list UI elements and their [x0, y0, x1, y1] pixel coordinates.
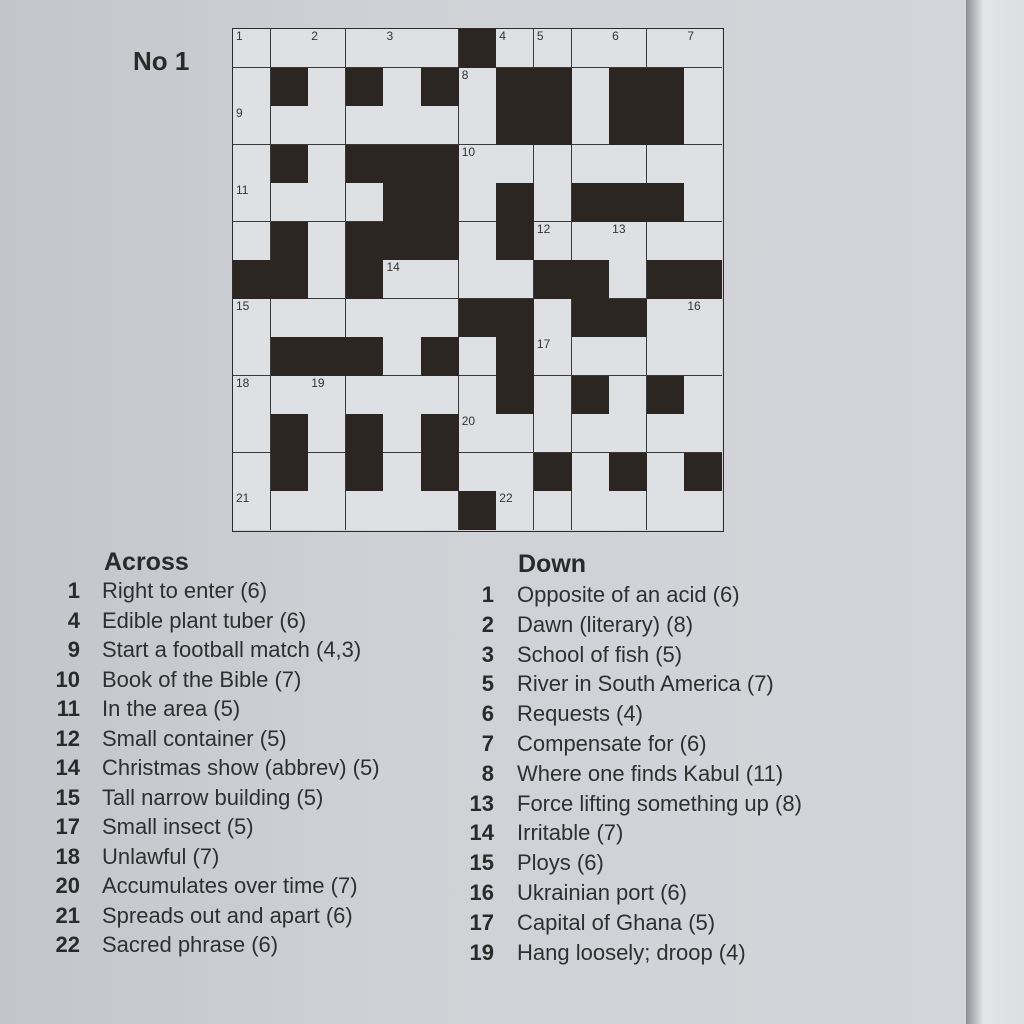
- clue-text: Start a football match (4,3): [102, 637, 362, 662]
- grid-block: [346, 453, 384, 492]
- grid-cell[interactable]: [383, 29, 421, 68]
- grid-cell[interactable]: [534, 145, 572, 184]
- cell-number: 8: [461, 67, 469, 82]
- grid-block: [459, 491, 497, 530]
- grid-cell[interactable]: [308, 145, 346, 184]
- grid-cell[interactable]: [383, 106, 421, 145]
- grid-block: [346, 222, 384, 261]
- grid-block: [647, 68, 685, 107]
- grid-cell[interactable]: [572, 29, 610, 68]
- grid-cell[interactable]: [534, 29, 572, 68]
- clue-number: 1: [481, 582, 494, 607]
- grid-block: [346, 260, 384, 299]
- grid-cell[interactable]: [534, 183, 572, 222]
- grid-block: [647, 183, 685, 222]
- grid-cell[interactable]: [233, 376, 271, 415]
- clue-number: 5: [481, 671, 494, 697]
- grid-block: [647, 260, 685, 299]
- clue-number: 15: [469, 850, 494, 876]
- grid-cell[interactable]: [496, 453, 534, 492]
- grid-cell[interactable]: [647, 299, 685, 338]
- grid-cell[interactable]: [572, 491, 610, 530]
- clue-number: 6: [481, 701, 494, 727]
- clue-number: 19: [469, 939, 494, 965]
- grid-cell[interactable]: [383, 68, 421, 107]
- cell-number: 13: [612, 221, 626, 236]
- cell-number: 11: [236, 183, 249, 198]
- grid-block: [421, 68, 459, 107]
- grid-block: [496, 376, 534, 415]
- grid-block: [346, 145, 384, 184]
- grid-cell[interactable]: [534, 491, 572, 530]
- clue-text: Where one finds Kabul (11): [517, 760, 784, 786]
- grid-cell[interactable]: [233, 183, 271, 222]
- grid-block: [647, 106, 685, 145]
- grid-block: [609, 68, 647, 107]
- grid-cell[interactable]: [459, 183, 497, 222]
- grid-cell[interactable]: [534, 337, 572, 376]
- grid-cell[interactable]: [459, 68, 497, 107]
- grid-block: [233, 260, 271, 299]
- grid-block: [308, 337, 346, 376]
- grid-cell[interactable]: [609, 491, 647, 530]
- grid-cell[interactable]: [383, 491, 421, 530]
- clue-number: 21: [55, 902, 80, 928]
- grid-block: [421, 183, 459, 222]
- grid-cell[interactable]: [459, 145, 497, 184]
- grid-cell[interactable]: [496, 29, 534, 68]
- clue-text: Right to enter (6): [102, 578, 268, 603]
- grid-cell[interactable]: [534, 299, 572, 338]
- clue-text: Edible plant tuber (6): [102, 607, 307, 633]
- clue-number: 9: [67, 637, 80, 662]
- cell-number: 20: [461, 414, 476, 429]
- cell-number: 5: [536, 29, 544, 43]
- clue-number: 3: [481, 641, 494, 667]
- grid-block: [496, 106, 534, 145]
- grid-block: [684, 453, 722, 492]
- grid-cell[interactable]: [572, 222, 610, 261]
- grid-cell[interactable]: [684, 68, 722, 107]
- grid-cell[interactable]: [534, 414, 572, 453]
- clue-number: 18: [55, 843, 80, 869]
- clue-number: 22: [55, 932, 80, 957]
- grid-cell[interactable]: [609, 145, 647, 184]
- grid-cell[interactable]: [233, 29, 271, 68]
- grid-block: [496, 183, 534, 222]
- clue-text: Opposite of an acid (6): [517, 582, 740, 607]
- grid-cell[interactable]: [271, 29, 309, 68]
- cell-number: 10: [461, 144, 476, 159]
- grid-cell[interactable]: [421, 491, 459, 530]
- grid-cell[interactable]: [308, 106, 346, 145]
- grid-block: [271, 222, 309, 261]
- clue-number: 15: [55, 784, 80, 810]
- grid-cell[interactable]: [383, 260, 421, 299]
- clue-number: 8: [481, 760, 494, 786]
- grid-cell[interactable]: [647, 491, 685, 530]
- grid-cell[interactable]: [346, 491, 384, 530]
- grid-cell[interactable]: [534, 376, 572, 415]
- grid-block: [383, 145, 421, 184]
- grid-cell[interactable]: [459, 453, 497, 492]
- grid-block: [383, 222, 421, 261]
- grid-cell[interactable]: [308, 222, 346, 261]
- clue-text: Tall narrow building (5): [102, 784, 324, 810]
- grid-block: [271, 337, 309, 376]
- grid-block: [383, 183, 421, 222]
- grid-cell[interactable]: [684, 299, 722, 338]
- clue-number: 7: [481, 731, 494, 756]
- grid-block: [534, 68, 572, 107]
- grid-block: [271, 453, 309, 492]
- grid-block: [271, 414, 309, 453]
- grid-cell[interactable]: [684, 491, 722, 530]
- grid-block: [572, 299, 610, 338]
- page-edge: [966, 0, 1024, 1024]
- grid-cell[interactable]: [308, 260, 346, 299]
- grid-cell[interactable]: [271, 299, 309, 338]
- grid-cell[interactable]: [459, 260, 497, 299]
- clue-number: 14: [469, 820, 494, 846]
- grid-cell[interactable]: [609, 222, 647, 261]
- clue-number: 16: [469, 880, 494, 905]
- grid-block: [496, 222, 534, 261]
- clue-text: Ploys (6): [517, 850, 604, 876]
- grid-cell[interactable]: [383, 299, 421, 338]
- grid-cell[interactable]: [534, 222, 572, 261]
- grid-cell[interactable]: [647, 222, 685, 261]
- cell-number: 21: [236, 491, 250, 506]
- grid-block: [609, 106, 647, 145]
- grid-block: [534, 260, 572, 299]
- grid-cell[interactable]: [459, 376, 497, 415]
- clue-number: 17: [469, 909, 494, 935]
- grid-cell[interactable]: [421, 29, 459, 68]
- cell-number: 4: [499, 29, 506, 43]
- grid-cell[interactable]: [496, 145, 534, 184]
- grid-block: [271, 145, 309, 184]
- grid-block: [572, 183, 610, 222]
- cell-number: 12: [536, 221, 551, 236]
- grid-cell[interactable]: [346, 106, 384, 145]
- grid-cell[interactable]: [233, 414, 271, 453]
- clue-text: River in South America (7): [517, 671, 774, 697]
- grid-cell[interactable]: [684, 145, 722, 184]
- grid-cell[interactable]: [308, 299, 346, 338]
- grid-block: [609, 453, 647, 492]
- grid-cell[interactable]: [572, 453, 610, 492]
- grid-cell[interactable]: [308, 453, 346, 492]
- grid-cell[interactable]: [459, 337, 497, 376]
- grid-block: [496, 299, 534, 338]
- grid-block: [572, 376, 610, 415]
- grid-cell[interactable]: [609, 337, 647, 376]
- clue-text: Ukrainian port (6): [517, 880, 687, 905]
- grid-cell[interactable]: [647, 414, 685, 453]
- grid-cell[interactable]: [572, 337, 610, 376]
- grid-block: [534, 453, 572, 492]
- grid-cell[interactable]: [684, 414, 722, 453]
- grid-cell[interactable]: [647, 337, 685, 376]
- grid-cell[interactable]: [572, 106, 610, 145]
- grid-cell[interactable]: [684, 337, 722, 376]
- grid-cell[interactable]: [459, 222, 497, 261]
- grid-block: [346, 414, 384, 453]
- cell-number: 3: [386, 29, 394, 43]
- clue-number: 11: [56, 696, 80, 721]
- grid-cell[interactable]: [233, 145, 271, 184]
- clue-text: In the area (5): [102, 696, 241, 721]
- grid-block: [609, 183, 647, 222]
- grid-cell[interactable]: [572, 68, 610, 107]
- grid-cell[interactable]: [308, 491, 346, 530]
- grid-cell[interactable]: [271, 376, 309, 415]
- clue-number: 20: [55, 873, 80, 898]
- grid-block: [572, 260, 610, 299]
- grid-cell[interactable]: [496, 414, 534, 453]
- grid-cell[interactable]: [383, 337, 421, 376]
- clue-text: Hang loosely; droop (4): [517, 939, 746, 965]
- clue-text: Dawn (literary) (8): [517, 611, 694, 637]
- grid-cell[interactable]: [233, 68, 271, 107]
- grid-cell[interactable]: [609, 414, 647, 453]
- cell-number: 6: [612, 29, 619, 43]
- grid-cell[interactable]: [271, 183, 309, 222]
- cell-number: 2: [311, 29, 318, 43]
- grid-cell[interactable]: [271, 106, 309, 145]
- grid-cell[interactable]: [572, 414, 610, 453]
- grid-block: [459, 299, 497, 338]
- grid-cell[interactable]: [233, 222, 271, 261]
- grid-block: [459, 29, 497, 68]
- grid-cell[interactable]: [383, 376, 421, 415]
- grid-cell[interactable]: [459, 414, 497, 453]
- grid-cell[interactable]: [271, 491, 309, 530]
- clue-text: Capital of Ghana (5): [517, 909, 716, 935]
- clue-text: Unlawful (7): [102, 843, 220, 869]
- clue-text: Requests (4): [517, 701, 643, 727]
- cell-number: 1: [236, 29, 243, 43]
- grid-cell[interactable]: [308, 183, 346, 222]
- clue-text: Spreads out and apart (6): [102, 902, 353, 928]
- clue-text: Sacred phrase (6): [102, 932, 279, 957]
- grid-block: [421, 414, 459, 453]
- grid-cell[interactable]: [346, 376, 384, 415]
- grid-block: [534, 106, 572, 145]
- grid-cell[interactable]: [346, 299, 384, 338]
- grid-block: [421, 337, 459, 376]
- clue-text: Small container (5): [102, 725, 287, 751]
- clue-text: Compensate for (6): [517, 731, 707, 756]
- grid-cell[interactable]: [684, 106, 722, 145]
- grid-cell[interactable]: [233, 491, 271, 530]
- grid-block: [421, 222, 459, 261]
- across-heading: Across: [104, 548, 189, 576]
- grid-cell[interactable]: [383, 453, 421, 492]
- clue-number: 17: [55, 814, 80, 839]
- grid-cell[interactable]: [572, 145, 610, 184]
- clue-text: Irritable (7): [517, 820, 624, 846]
- grid-block: [609, 299, 647, 338]
- grid-cell[interactable]: [684, 183, 722, 222]
- grid-cell[interactable]: [496, 260, 534, 299]
- grid-block: [684, 260, 722, 299]
- grid-cell[interactable]: [684, 29, 722, 68]
- grid-cell[interactable]: [346, 29, 384, 68]
- grid-cell[interactable]: [647, 145, 685, 184]
- cell-number: 22: [499, 491, 513, 506]
- cell-number: 15: [236, 298, 250, 313]
- grid-block: [271, 68, 309, 107]
- clue-number: 2: [481, 611, 494, 637]
- grid-cell[interactable]: [233, 299, 271, 338]
- cell-number: 19: [311, 375, 325, 390]
- grid-cell[interactable]: [308, 414, 346, 453]
- grid-cell[interactable]: [647, 453, 685, 492]
- grid-block: [496, 337, 534, 376]
- crossword-grid: [232, 28, 724, 532]
- clue-text: School of fish (5): [517, 641, 683, 667]
- grid-cell[interactable]: [308, 68, 346, 107]
- grid-cell[interactable]: [233, 337, 271, 376]
- grid-block: [346, 68, 384, 107]
- grid-cell[interactable]: [421, 376, 459, 415]
- grid-cell[interactable]: [647, 29, 685, 68]
- cell-number: 14: [386, 260, 400, 275]
- grid-block: [271, 260, 309, 299]
- cell-number: 7: [687, 29, 695, 43]
- grid-cell[interactable]: [308, 29, 346, 68]
- grid-cell[interactable]: [383, 414, 421, 453]
- grid-block: [421, 453, 459, 492]
- cell-number: 17: [536, 337, 551, 352]
- grid-cell[interactable]: [609, 29, 647, 68]
- clue-text: Force lifting something up (8): [517, 790, 802, 816]
- clue-number: 14: [55, 755, 80, 780]
- clue-number: 13: [469, 790, 494, 816]
- grid-block: [421, 145, 459, 184]
- grid-block: [346, 337, 384, 376]
- puzzle-title: No 1: [133, 46, 190, 76]
- cell-number: 16: [687, 298, 701, 313]
- clue-text: Christmas show (abbrev) (5): [102, 755, 380, 780]
- grid-cell[interactable]: [609, 260, 647, 299]
- cell-number: 9: [236, 106, 243, 121]
- down-heading: Down: [518, 550, 587, 578]
- clue-text: Accumulates over time (7): [102, 873, 358, 898]
- grid-cell[interactable]: [233, 453, 271, 492]
- clue-number: 4: [67, 607, 80, 633]
- grid-cell[interactable]: [609, 376, 647, 415]
- grid-block: [496, 68, 534, 107]
- clue-text: Small insect (5): [102, 814, 254, 839]
- clue-number: 12: [55, 725, 80, 751]
- grid-cell[interactable]: [459, 106, 497, 145]
- grid-cell[interactable]: [421, 106, 459, 145]
- grid-cell[interactable]: [308, 376, 346, 415]
- grid-cell[interactable]: [496, 491, 534, 530]
- grid-cell[interactable]: [421, 299, 459, 338]
- cell-number: 18: [236, 375, 250, 390]
- clue-text: Book of the Bible (7): [102, 666, 302, 692]
- grid-cell[interactable]: [233, 106, 271, 145]
- grid-cell[interactable]: [346, 183, 384, 222]
- grid-block: [647, 376, 685, 415]
- grid-cell[interactable]: [684, 222, 722, 261]
- clue-number: 10: [55, 666, 80, 692]
- clue-number: 1: [67, 578, 80, 603]
- grid-cell[interactable]: [421, 260, 459, 299]
- grid-cell[interactable]: [684, 376, 722, 415]
